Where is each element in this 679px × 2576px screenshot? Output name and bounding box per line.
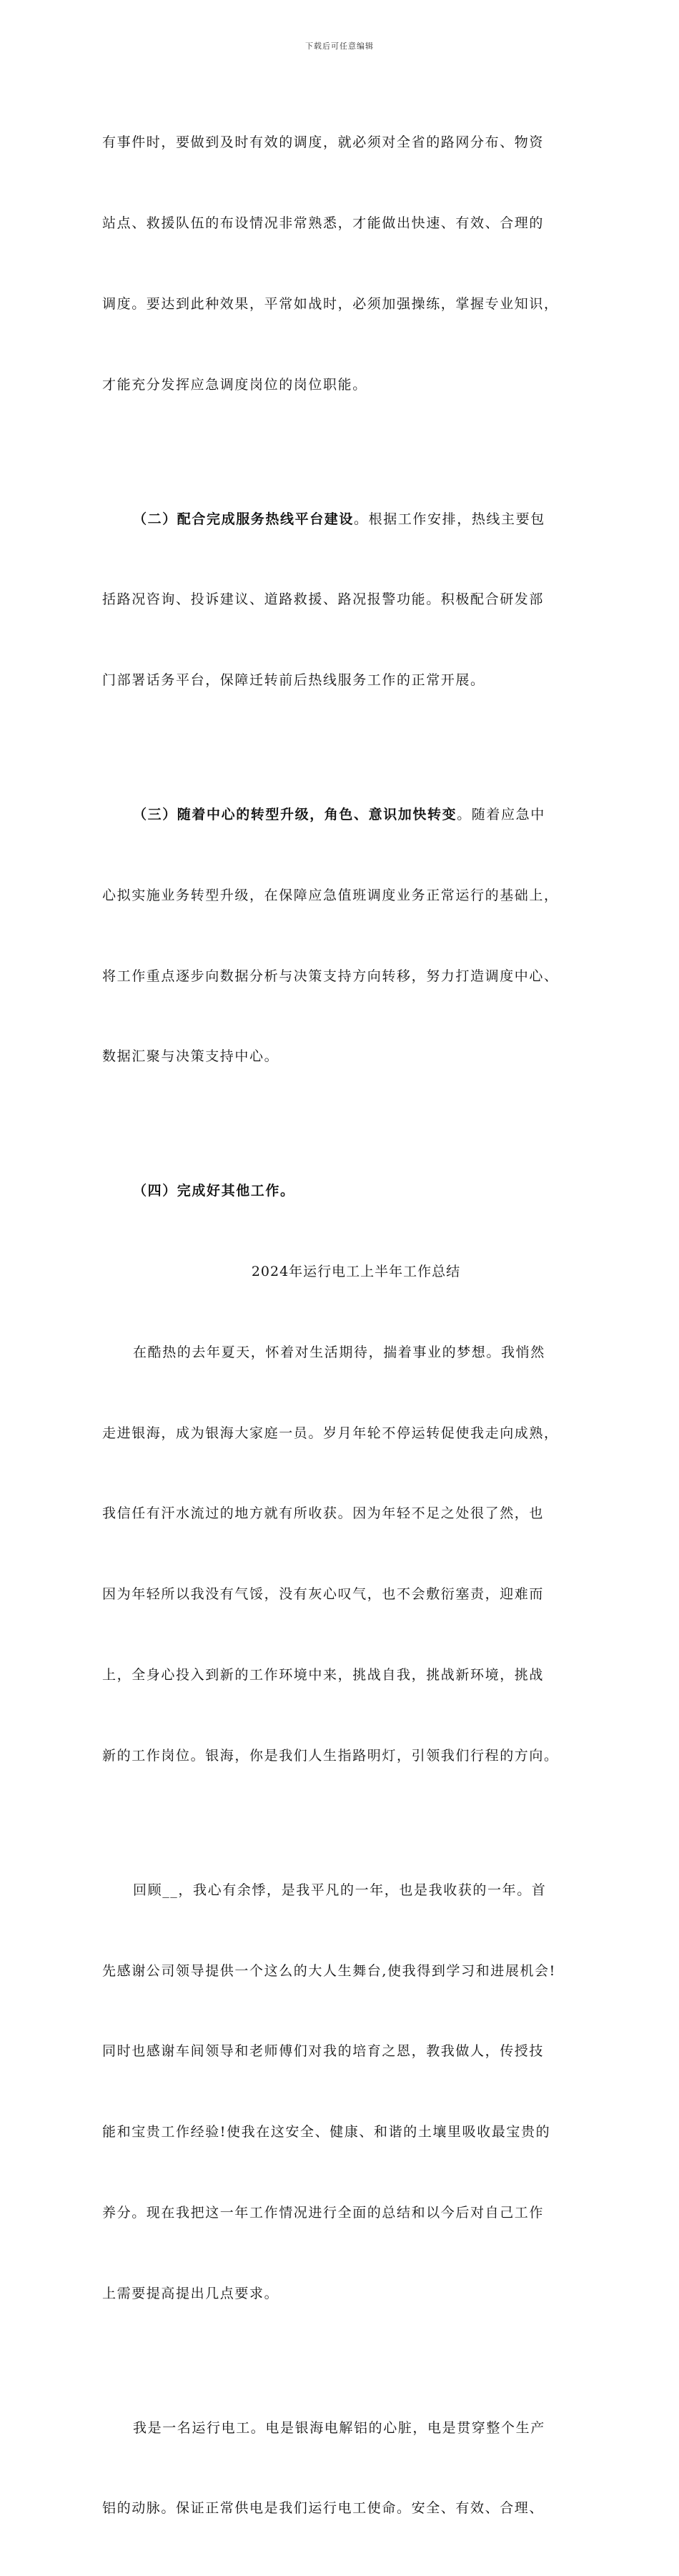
paragraph-other-work xyxy=(102,1124,588,1259)
document-body xyxy=(102,76,588,2576)
text-line: 能和宝贵工作经验!使我在这安全、健康、和谐的土壤里吸收最宝贵的 xyxy=(102,2124,551,2140)
text-line: 门部署话务平台，保障迁转前后热线服务工作的正常开展。 xyxy=(102,672,485,689)
text-line: 养分。现在我把这一年工作情况进行全面的总结和以今后对自己工作 xyxy=(102,2204,545,2221)
text-line: 上需要提高提出几点要求。 xyxy=(102,2285,279,2301)
text-line: 上，全身心投入到新的工作环境中来，挑战自我，挑战新环境，挑战 xyxy=(102,1667,545,1683)
text-line: 我信任有汗水流过的地方就有所收获。因为年轻不足之处很了然，也 xyxy=(102,1505,545,1522)
paragraph-hotline xyxy=(102,452,588,748)
section-heading-2: （二）配合完成服务热线平台建设 xyxy=(133,511,355,527)
text-line: 心拟实施业务转型升级，在保障应急值班调度业务正常运行的基础上， xyxy=(102,887,559,903)
text-line: 新的工作岗位。银海，你是我们人生指路明灯，引领我们行程的方向。 xyxy=(102,1747,559,1764)
text-line: 回顾__，我心有余悸，是我平凡的一年，也是我收获的一年。首 xyxy=(133,1882,547,1898)
text-line: 铝的动脉。保证正常供电是我们运行电工使命。安全、有效、合理、 xyxy=(102,2500,545,2517)
text-line: （三）随着中心的转型升级，角色、意识加快转变。随着应急中 xyxy=(133,807,545,823)
section-heading-4: （四）完成好其他工作。 xyxy=(133,1183,295,1199)
text-line: 站点、救援队伍的布设情况非常熟悉，才能做出快速、有效、合理的 xyxy=(102,215,545,231)
paragraph-intro xyxy=(102,1286,588,1824)
text-line: 有事件时，要做到及时有效的调度，就必须对全省的路网分布、物资 xyxy=(102,134,545,151)
text-line: 括路况咨询、投诉建议、道路救援、路况报警功能。积极配合研发部 xyxy=(102,591,545,608)
paragraph-review xyxy=(102,1824,588,2361)
text-line: 走进银海，成为银海大家庭一员。岁月年轮不停运转促使我走向成熟， xyxy=(102,1425,559,1441)
text-line: 在酷热的去年夏天，怀着对生活期待，揣着事业的梦想。我悄然 xyxy=(133,1344,545,1360)
paragraph-dispatch xyxy=(102,76,588,452)
document-title: 2024年运行电工上半年工作总结 xyxy=(251,1264,461,1280)
section-heading-3: （三）随着中心的转型升级，角色、意识加快转变 xyxy=(133,807,457,823)
text-line: 调度。要达到此种效果，平常如战时，必须加强操练，掌握专业知识， xyxy=(102,295,559,312)
text-line: 将工作重点逐步向数据分析与决策支持方向转移，努力打造调度中心、 xyxy=(102,968,559,984)
text-line: 先感谢公司领导提供一个这么的大人生舞台,使我得到学习和进展机会! xyxy=(102,1962,556,1979)
text-line: 同时也感谢车间领导和老师傅们对我的培育之恩，教我做人，传授技 xyxy=(102,2043,545,2060)
paragraph-transition xyxy=(102,748,588,1124)
text-line: 因为年轻所以我没有气馁，没有灰心叹气，也不会敷衍塞责，迎难而 xyxy=(102,1586,545,1603)
text-line: 才能充分发挥应急调度岗位的岗位职能。 xyxy=(102,376,367,393)
text-line: 我是一名运行电工。电是银海电解铝的心脏，电是贯穿整个生产 xyxy=(133,2419,545,2436)
page-header: 下载后可任意编辑 xyxy=(305,41,374,51)
text-line: （二）配合完成服务热线平台建设。根据工作安排，热线主要包 xyxy=(133,511,545,527)
text-line: 数据汇聚与决策支持中心。 xyxy=(102,1048,279,1065)
paragraph-electrician xyxy=(102,2361,588,2576)
